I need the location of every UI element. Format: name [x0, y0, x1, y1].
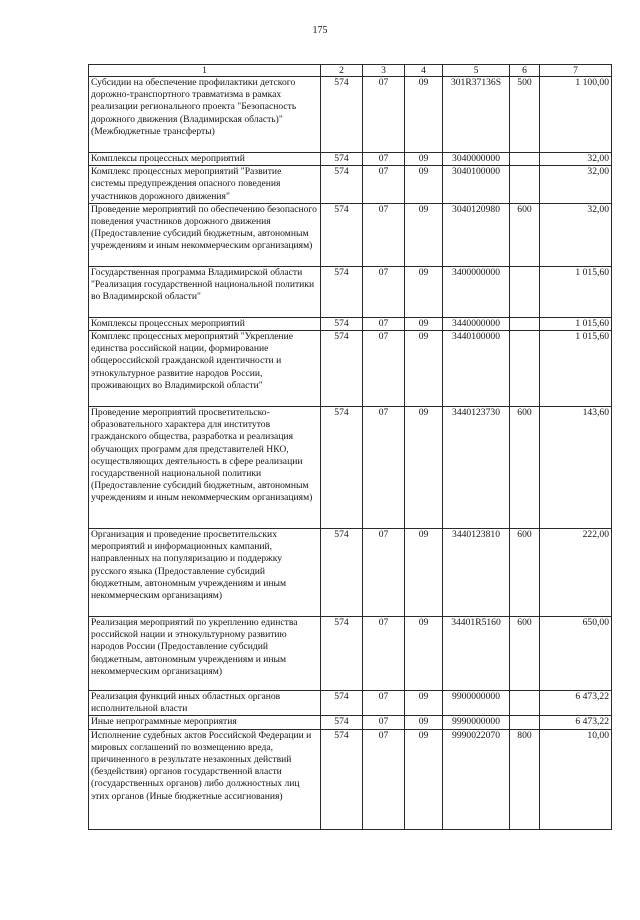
expense-name: Государственная программа Владимирской области "Реализация государственной национальной политики во Владимирской области" [89, 266, 321, 317]
section-code: 07 [363, 331, 405, 407]
department-code: 574 [321, 529, 363, 617]
subsection-code: 09 [405, 331, 443, 407]
section-code: 07 [363, 407, 405, 529]
expense-type-code [510, 166, 540, 204]
amount: 10,00 [540, 729, 612, 829]
target-article-code: 9990022070 [443, 729, 510, 829]
expense-type-code [510, 266, 540, 317]
section-code: 07 [363, 153, 405, 166]
expense-name: Реализация мероприятий по укреплению единства российской нации и этнокультурному развитию народов России (Предоставление субсидий бюджетным, автономным учреждениям и иным некоммерческим организациям) [89, 617, 321, 691]
expense-type-code: 600 [510, 617, 540, 691]
subsection-code: 09 [405, 153, 443, 166]
column-header: 6 [510, 65, 540, 77]
target-article-code: 3440000000 [443, 317, 510, 330]
section-code: 07 [363, 716, 405, 729]
table-row [89, 331, 612, 407]
department-code: 574 [321, 691, 363, 716]
expense-name: Комплекс процессных мероприятий "Развитие системы предупреждения опасного поведения участников дорожного движения" [89, 166, 321, 204]
table-row [89, 617, 612, 691]
department-code: 574 [321, 331, 363, 407]
table-row [89, 407, 612, 529]
expense-name: Комплексы процессных мероприятий [89, 153, 321, 166]
table-row [89, 729, 612, 829]
expense-name: Субсидии на обеспечение профилактики детского дорожно-транспортного травматизма в рамках реализации регионального проекта "Безопасность дорожного движения (Владимирская область)" (Межбюджетные трансферты) [89, 77, 321, 153]
subsection-code: 09 [405, 203, 443, 266]
section-code: 07 [363, 729, 405, 829]
amount: 32,00 [540, 203, 612, 266]
section-code: 07 [363, 77, 405, 153]
department-code: 574 [321, 729, 363, 829]
subsection-code: 09 [405, 77, 443, 153]
section-code: 07 [363, 203, 405, 266]
header-row [89, 65, 612, 77]
department-code: 574 [321, 716, 363, 729]
expense-type-code: 800 [510, 729, 540, 829]
table-row [89, 317, 612, 330]
column-header: 7 [540, 65, 612, 77]
column-header: 5 [443, 65, 510, 77]
section-code: 07 [363, 166, 405, 204]
subsection-code: 09 [405, 529, 443, 617]
amount: 143,60 [540, 407, 612, 529]
column-header: 4 [405, 65, 443, 77]
expense-name: Проведение мероприятий по обеспечению безопасного поведения участников дорожного движения (Предоставление субсидий бюджетным, автономным учреждениям и иным некоммерческим организациям) [89, 203, 321, 266]
section-code: 07 [363, 266, 405, 317]
table-row [89, 166, 612, 204]
table-row [89, 153, 612, 166]
department-code: 574 [321, 617, 363, 691]
amount: 222,00 [540, 529, 612, 617]
department-code: 574 [321, 77, 363, 153]
amount: 6 473,22 [540, 716, 612, 729]
department-code: 574 [321, 153, 363, 166]
target-article-code: 3440123730 [443, 407, 510, 529]
expense-type-code [510, 317, 540, 330]
expense-name: Иные непрограммные мероприятия [89, 716, 321, 729]
expense-name: Комплексы процессных мероприятий [89, 317, 321, 330]
target-article-code: 9990000000 [443, 716, 510, 729]
expense-type-code [510, 691, 540, 716]
expense-name: Исполнение судебных актов Российской Федерации и мировых соглашений по возмещению вреда, причиненного в результате незаконных действий (бездействия) органов государственной власти (государственных органов) либо должностных лиц этих органов (Иные бюджетные ассигнования) [89, 729, 321, 829]
table-row [89, 529, 612, 617]
subsection-code: 09 [405, 317, 443, 330]
expense-type-code: 600 [510, 529, 540, 617]
section-code: 07 [363, 317, 405, 330]
subsection-code: 09 [405, 716, 443, 729]
expense-name: Комплекс процессных мероприятий "Укрепление единства российской нации, формирование общероссийской гражданской идентичности и этнокультурное развитие народов России, проживающих во Владимирской области" [89, 331, 321, 407]
amount: 1 015,60 [540, 266, 612, 317]
department-code: 574 [321, 266, 363, 317]
target-article-code: 3040000000 [443, 153, 510, 166]
expense-name: Реализация функций иных областных органов исполнительной власти [89, 691, 321, 716]
subsection-code: 09 [405, 729, 443, 829]
expense-type-code [510, 716, 540, 729]
expense-type-code [510, 331, 540, 407]
section-code: 07 [363, 617, 405, 691]
budget-table [88, 64, 612, 830]
column-header: 3 [363, 65, 405, 77]
section-code: 07 [363, 529, 405, 617]
target-article-code: 3040100000 [443, 166, 510, 204]
expense-type-code: 500 [510, 77, 540, 153]
amount: 32,00 [540, 166, 612, 204]
subsection-code: 09 [405, 691, 443, 716]
expense-name: Проведение мероприятий просветительско-образовательного характера для институтов гражданского общества, разработка и реализация обучающих программ для представителей НКО, осуществляющих деятельность в сфере реализации государственной национальной политики (Предоставление субсидий бюджетным, автономным учреждениям и иным некоммерческим организациям) [89, 407, 321, 529]
subsection-code: 09 [405, 266, 443, 317]
expense-name: Организация и проведение просветительских мероприятий и информационных кампаний, направленных на популяризацию и поддержку русского языка (Предоставление субсидий бюджетным, автономным учреждениям и иным некоммерческим организациям) [89, 529, 321, 617]
department-code: 574 [321, 203, 363, 266]
table-row [89, 77, 612, 153]
amount: 650,00 [540, 617, 612, 691]
target-article-code: 3400000000 [443, 266, 510, 317]
expense-type-code: 600 [510, 407, 540, 529]
amount: 1 100,00 [540, 77, 612, 153]
target-article-code: 34401R5160 [443, 617, 510, 691]
page-number: 175 [312, 25, 328, 36]
target-article-code: 3440123810 [443, 529, 510, 617]
column-header: 1 [89, 65, 321, 77]
table-row [89, 203, 612, 266]
amount: 6 473,22 [540, 691, 612, 716]
target-article-code: 9900000000 [443, 691, 510, 716]
target-article-code: 3440100000 [443, 331, 510, 407]
department-code: 574 [321, 407, 363, 529]
expense-type-code: 600 [510, 203, 540, 266]
table-row [89, 266, 612, 317]
target-article-code: 301R37136S [443, 77, 510, 153]
amount: 1 015,60 [540, 317, 612, 330]
department-code: 574 [321, 317, 363, 330]
section-code: 07 [363, 691, 405, 716]
expense-type-code [510, 153, 540, 166]
table-row [89, 691, 612, 716]
amount: 1 015,60 [540, 331, 612, 407]
subsection-code: 09 [405, 166, 443, 204]
table-row [89, 716, 612, 729]
target-article-code: 3040120980 [443, 203, 510, 266]
subsection-code: 09 [405, 617, 443, 691]
subsection-code: 09 [405, 407, 443, 529]
column-header: 2 [321, 65, 363, 77]
amount: 32,00 [540, 153, 612, 166]
department-code: 574 [321, 166, 363, 204]
